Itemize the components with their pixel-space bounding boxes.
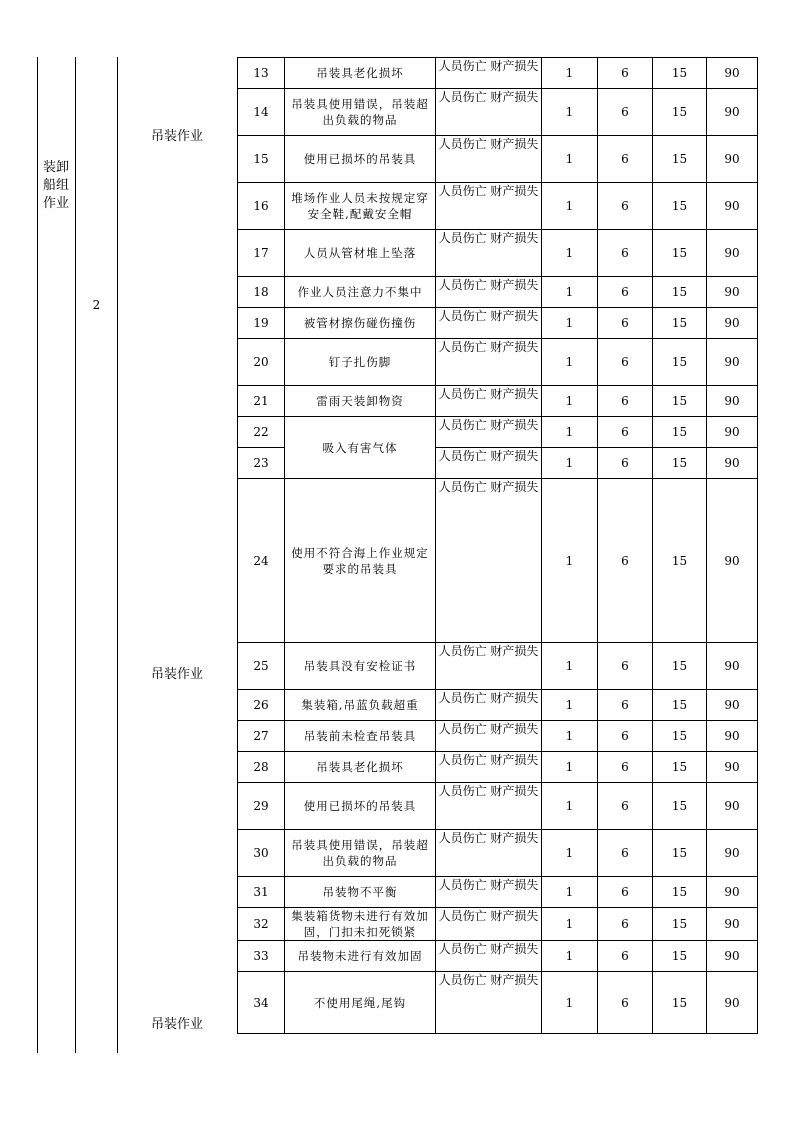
- likelihood-cell: 1: [542, 386, 598, 417]
- consequence-cell: 人员伤亡 财产损失: [436, 877, 542, 908]
- hazard-cell: 吊装物不平衡: [285, 877, 436, 908]
- exposure-cell: 6: [598, 721, 653, 752]
- table-row: [238, 308, 758, 339]
- risk-score-cell: 90: [707, 339, 758, 386]
- exposure-cell: 6: [598, 877, 653, 908]
- exposure-cell: 6: [598, 386, 653, 417]
- consequence-score-cell: 15: [653, 721, 707, 752]
- consequence-score-cell: 15: [653, 752, 707, 783]
- table-row: [238, 479, 758, 643]
- risk-score-cell: 90: [707, 941, 758, 972]
- likelihood-cell: 1: [542, 941, 598, 972]
- risk-score-cell: 90: [707, 58, 758, 89]
- exposure-cell: 6: [598, 230, 653, 277]
- likelihood-cell: 1: [542, 58, 598, 89]
- risk-score-cell: 90: [707, 721, 758, 752]
- row-number-cell: 33: [238, 941, 285, 972]
- table-row: [238, 877, 758, 908]
- hazard-cell: 使用不符合海上作业规定要求的吊装具: [285, 479, 436, 643]
- consequence-cell: 人员伤亡 财产损失: [436, 417, 542, 448]
- likelihood-cell: 1: [542, 136, 598, 183]
- table-row: [238, 277, 758, 308]
- table-row: [238, 830, 758, 877]
- table-row: [238, 941, 758, 972]
- consequence-cell: 人员伤亡 财产损失: [436, 690, 542, 721]
- hazard-cell: 吸入有害气体: [285, 417, 436, 479]
- consequence-cell: 人员伤亡 财产损失: [436, 230, 542, 277]
- hazard-cell: 吊装前未检查吊装具: [285, 721, 436, 752]
- likelihood-cell: 1: [542, 908, 598, 941]
- risk-score-cell: 90: [707, 877, 758, 908]
- exposure-cell: 6: [598, 941, 653, 972]
- table-row: [238, 339, 758, 386]
- consequence-cell: 人员伤亡 财产损失: [436, 972, 542, 1034]
- hazard-cell: 吊装物未进行有效加固: [285, 941, 436, 972]
- consequence-cell: 人员伤亡 财产损失: [436, 89, 542, 136]
- hazard-cell: 雷雨天装卸物资: [285, 386, 436, 417]
- hazard-cell: 不使用尾绳,尾钩: [285, 972, 436, 1034]
- hazard-cell: 吊装具老化损坏: [285, 752, 436, 783]
- row-number-cell: 31: [238, 877, 285, 908]
- consequence-score-cell: 15: [653, 308, 707, 339]
- risk-score-cell: 90: [707, 908, 758, 941]
- activity-label: 吊装作业: [150, 1017, 203, 1032]
- likelihood-cell: 1: [542, 417, 598, 448]
- risk-score-cell: 90: [707, 479, 758, 643]
- consequence-score-cell: 15: [653, 386, 707, 417]
- consequence-score-cell: 15: [653, 339, 707, 386]
- hazard-cell: 使用已损坏的吊装具: [285, 136, 436, 183]
- likelihood-cell: 1: [542, 183, 598, 230]
- consequence-score-cell: 15: [653, 690, 707, 721]
- consequence-score-cell: 15: [653, 417, 707, 448]
- table-row: [238, 972, 758, 1034]
- row-number-cell: 34: [238, 972, 285, 1034]
- likelihood-cell: 1: [542, 448, 598, 479]
- consequence-cell: 人员伤亡 财产损失: [436, 830, 542, 877]
- risk-score-cell: 90: [707, 830, 758, 877]
- exposure-cell: 6: [598, 752, 653, 783]
- consequence-cell: 人员伤亡 财产损失: [436, 721, 542, 752]
- row-number-cell: 28: [238, 752, 285, 783]
- risk-score-cell: 90: [707, 308, 758, 339]
- exposure-cell: 6: [598, 58, 653, 89]
- index-label: 2: [92, 298, 101, 312]
- risk-score-cell: 90: [707, 752, 758, 783]
- row-number-cell: 22: [238, 417, 285, 448]
- consequence-cell: 人员伤亡 财产损失: [436, 908, 542, 941]
- hazard-cell: 被管材擦伤碰伤撞伤: [285, 308, 436, 339]
- table-row: [238, 908, 758, 941]
- row-number-cell: 29: [238, 783, 285, 830]
- exposure-cell: 6: [598, 183, 653, 230]
- consequence-score-cell: 15: [653, 183, 707, 230]
- likelihood-cell: 1: [542, 643, 598, 690]
- group-label-line: 装卸: [42, 160, 69, 175]
- row-number-cell: 23: [238, 448, 285, 479]
- consequence-score-cell: 15: [653, 448, 707, 479]
- group-label-line: 作业: [42, 196, 69, 211]
- row-number-cell: 15: [238, 136, 285, 183]
- exposure-cell: 6: [598, 830, 653, 877]
- table-row: [238, 643, 758, 690]
- risk-score-cell: 90: [707, 183, 758, 230]
- row-number-cell: 16: [238, 183, 285, 230]
- exposure-cell: 6: [598, 89, 653, 136]
- consequence-score-cell: 15: [653, 479, 707, 643]
- consequence-score-cell: 15: [653, 230, 707, 277]
- likelihood-cell: 1: [542, 690, 598, 721]
- exposure-cell: 6: [598, 783, 653, 830]
- likelihood-cell: 1: [542, 752, 598, 783]
- row-number-cell: 25: [238, 643, 285, 690]
- table-row: [238, 58, 758, 89]
- hazard-cell: 集装箱,吊蓝负载超重: [285, 690, 436, 721]
- row-number-cell: 30: [238, 830, 285, 877]
- exposure-cell: 6: [598, 690, 653, 721]
- consequence-cell: 人员伤亡 财产损失: [436, 183, 542, 230]
- row-number-cell: 18: [238, 277, 285, 308]
- consequence-score-cell: 15: [653, 830, 707, 877]
- consequence-cell: 人员伤亡 财产损失: [436, 448, 542, 479]
- hazard-cell: 钉子扎伤脚: [285, 339, 436, 386]
- table-row: [238, 752, 758, 783]
- hazard-cell: 吊装具老化损坏: [285, 58, 436, 89]
- group-label: [40, 159, 72, 213]
- likelihood-cell: 1: [542, 277, 598, 308]
- risk-score-cell: 90: [707, 448, 758, 479]
- risk-score-cell: 90: [707, 972, 758, 1034]
- risk-score-cell: 90: [707, 230, 758, 277]
- risk-score-cell: 90: [707, 690, 758, 721]
- hazard-cell: 吊装具没有安检证书: [285, 643, 436, 690]
- consequence-cell: 人员伤亡 财产损失: [436, 783, 542, 830]
- row-number-cell: 26: [238, 690, 285, 721]
- likelihood-cell: 1: [542, 830, 598, 877]
- column-border: [75, 57, 76, 1053]
- table-row: [238, 230, 758, 277]
- row-number-cell: 19: [238, 308, 285, 339]
- table-row: [238, 183, 758, 230]
- row-number-cell: 13: [238, 58, 285, 89]
- row-number-cell: 32: [238, 908, 285, 941]
- consequence-cell: 人员伤亡 财产损失: [436, 58, 542, 89]
- hazard-table: [237, 57, 758, 1034]
- exposure-cell: 6: [598, 972, 653, 1034]
- consequence-cell: 人员伤亡 财产损失: [436, 339, 542, 386]
- risk-score-cell: 90: [707, 277, 758, 308]
- consequence-score-cell: 15: [653, 941, 707, 972]
- hazard-cell: 集装箱货物未进行有效加固，门扣未扣死锁紧: [285, 908, 436, 941]
- consequence-cell: 人员伤亡 财产损失: [436, 752, 542, 783]
- likelihood-cell: 1: [542, 308, 598, 339]
- consequence-score-cell: 15: [653, 89, 707, 136]
- hazard-cell: 吊装具使用错误，吊装超出负载的物品: [285, 830, 436, 877]
- consequence-cell: 人员伤亡 财产损失: [436, 479, 542, 643]
- likelihood-cell: 1: [542, 972, 598, 1034]
- risk-score-cell: 90: [707, 417, 758, 448]
- table-row: [238, 783, 758, 830]
- row-number-cell: 21: [238, 386, 285, 417]
- row-number-cell: 27: [238, 721, 285, 752]
- table-row: [238, 721, 758, 752]
- consequence-score-cell: 15: [653, 877, 707, 908]
- consequence-cell: 人员伤亡 财产损失: [436, 643, 542, 690]
- likelihood-cell: 1: [542, 89, 598, 136]
- consequence-cell: 人员伤亡 财产损失: [436, 136, 542, 183]
- consequence-cell: 人员伤亡 财产损失: [436, 941, 542, 972]
- hazard-cell: 人员从管材堆上坠落: [285, 230, 436, 277]
- consequence-cell: 人员伤亡 财产损失: [436, 277, 542, 308]
- exposure-cell: 6: [598, 643, 653, 690]
- risk-score-cell: 90: [707, 136, 758, 183]
- row-number-cell: 17: [238, 230, 285, 277]
- table-row: [238, 386, 758, 417]
- exposure-cell: 6: [598, 479, 653, 643]
- hazard-cell: 吊装具使用错误，吊装超出负载的物品: [285, 89, 436, 136]
- likelihood-cell: 1: [542, 479, 598, 643]
- consequence-cell: 人员伤亡 财产损失: [436, 308, 542, 339]
- likelihood-cell: 1: [542, 230, 598, 277]
- consequence-score-cell: 15: [653, 972, 707, 1034]
- column-border: [117, 57, 118, 1053]
- risk-score-cell: 90: [707, 386, 758, 417]
- activity-label: 吊装作业: [150, 667, 203, 682]
- row-number-cell: 24: [238, 479, 285, 643]
- exposure-cell: 6: [598, 339, 653, 386]
- exposure-cell: 6: [598, 448, 653, 479]
- exposure-cell: 6: [598, 277, 653, 308]
- column-border: [37, 57, 38, 1053]
- consequence-score-cell: 15: [653, 783, 707, 830]
- row-number-cell: 14: [238, 89, 285, 136]
- likelihood-cell: 1: [542, 783, 598, 830]
- hazard-cell: 使用已损坏的吊装具: [285, 783, 436, 830]
- consequence-score-cell: 15: [653, 136, 707, 183]
- table-row: [238, 417, 758, 448]
- exposure-cell: 6: [598, 136, 653, 183]
- consequence-score-cell: 15: [653, 908, 707, 941]
- risk-score-cell: 90: [707, 783, 758, 830]
- likelihood-cell: 1: [542, 721, 598, 752]
- consequence-score-cell: 15: [653, 58, 707, 89]
- table-row: [238, 690, 758, 721]
- table-row: [238, 136, 758, 183]
- likelihood-cell: 1: [542, 877, 598, 908]
- row-number-cell: 20: [238, 339, 285, 386]
- likelihood-cell: 1: [542, 339, 598, 386]
- consequence-cell: 人员伤亡 财产损失: [436, 386, 542, 417]
- table-row: [238, 89, 758, 136]
- exposure-cell: 6: [598, 908, 653, 941]
- group-label-line: 船组: [42, 178, 69, 193]
- consequence-score-cell: 15: [653, 643, 707, 690]
- hazard-cell: 作业人员注意力不集中: [285, 277, 436, 308]
- exposure-cell: 6: [598, 417, 653, 448]
- hazard-cell: 堆场作业人员未按规定穿安全鞋,配戴安全帽: [285, 183, 436, 230]
- risk-score-cell: 90: [707, 89, 758, 136]
- activity-label: 吊装作业: [150, 129, 203, 144]
- consequence-score-cell: 15: [653, 277, 707, 308]
- exposure-cell: 6: [598, 308, 653, 339]
- risk-score-cell: 90: [707, 643, 758, 690]
